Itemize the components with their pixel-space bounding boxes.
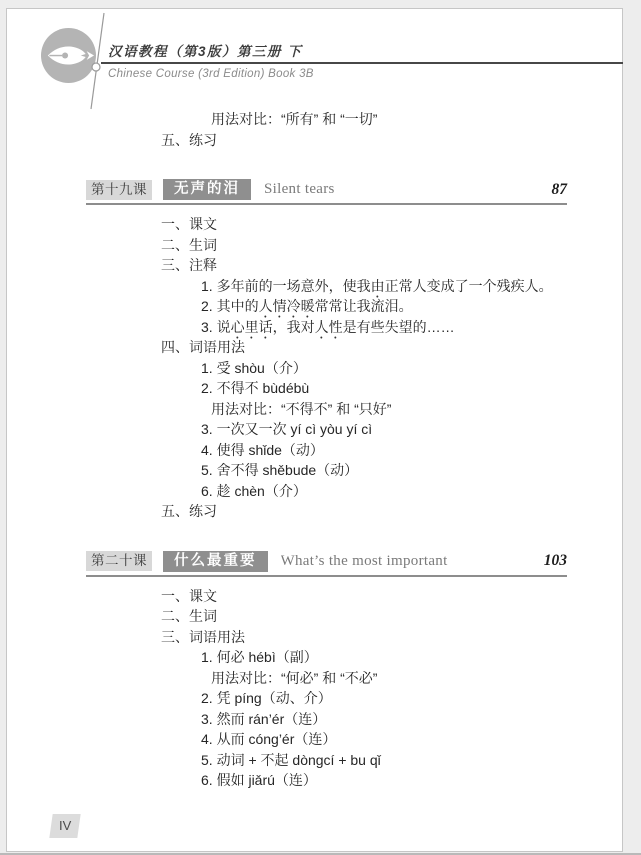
toc-line xyxy=(201,276,567,297)
toc-line xyxy=(161,214,567,235)
lesson-number-badge: 第二十课 xyxy=(86,551,152,571)
lesson-page-number: 87 xyxy=(551,180,567,198)
lesson-number-badge: 第十九课 xyxy=(86,180,152,200)
toc-line xyxy=(201,317,567,338)
toc-line-text: ，我对 xyxy=(272,318,315,335)
toc-line-text: 一、课文 xyxy=(161,216,217,232)
emphasized-text: 人情冷暖 xyxy=(258,298,315,314)
toc-line-text: 2. 其中的 xyxy=(201,298,259,314)
toc-line-text: 二、生词 xyxy=(161,236,217,253)
toc-line-text: 3. 说 xyxy=(201,318,231,335)
toc-line-text: 1. 多年前的一场意外，使我 xyxy=(201,277,371,294)
lesson-title-english: Silent tears xyxy=(264,181,335,197)
toc-line-text: 4. 使得 shǐde（动） xyxy=(201,441,324,458)
toc-line-text: 2. 不得不 bùdébù xyxy=(201,380,310,396)
book-title-english: Chinese Course (3rd Edition) Book 3B xyxy=(108,68,314,80)
lesson-row xyxy=(86,551,567,577)
toc-line xyxy=(211,109,567,130)
toc-line xyxy=(201,709,567,730)
toc-line-text: 五、练习 xyxy=(161,131,217,148)
toc-line xyxy=(201,419,567,440)
toc-line-text: 四、词语用法 xyxy=(161,339,245,355)
book-page xyxy=(6,8,623,852)
toc-line xyxy=(201,647,567,668)
lesson-page-number: 103 xyxy=(543,552,567,569)
toc-line xyxy=(201,750,567,771)
toc-line-text: 一、课文 xyxy=(161,587,217,604)
folio-label: IV xyxy=(59,818,72,833)
toc-line xyxy=(201,460,567,481)
toc-line xyxy=(161,586,567,607)
toc-line xyxy=(201,729,567,750)
toc-line-text: 4. 从而 cóng’ér（连） xyxy=(201,731,337,747)
toc-line-text: 3. 然而 rán’ér（连） xyxy=(201,710,327,727)
toc-line xyxy=(161,130,567,151)
toc-line xyxy=(201,770,567,791)
lesson-title-badge: 无声的泪 xyxy=(163,179,251,200)
toc-line xyxy=(201,296,567,317)
toc-line-text: 常常让我流泪。 xyxy=(314,298,413,314)
toc-line-text: 用法对比：“所有” 和 “一切” xyxy=(211,111,378,127)
toc-line-text: 五、练习 xyxy=(161,503,217,519)
toc-line xyxy=(201,378,567,399)
toc-line xyxy=(161,501,567,522)
toc-line-text: 5. 动词 + 不起 dòngcí + bu qǐ xyxy=(201,751,381,768)
toc-line-text: 是有些失望的…… xyxy=(342,318,455,335)
toc-line xyxy=(161,255,567,276)
toc-line xyxy=(211,668,567,689)
emphasized-text: 心里话 xyxy=(230,318,273,335)
toc-line xyxy=(201,481,567,502)
toc-line xyxy=(161,606,567,627)
toc-line-text: 用法对比：“不得不” 和 “只好” xyxy=(211,400,392,417)
toc-line-text: 二、生词 xyxy=(161,608,217,624)
toc-body xyxy=(86,109,567,791)
toc-line xyxy=(201,358,567,379)
toc-line-text: 6. 趁 chèn（介） xyxy=(201,482,307,499)
toc-line-text: 三、注释 xyxy=(161,257,217,273)
toc-line-text: 3. 一次又一次 yí cì yòu yí cì xyxy=(201,421,373,437)
toc-line xyxy=(161,627,567,648)
toc-line-text: 1. 受 shòu（介） xyxy=(201,359,307,376)
emphasized-text: 人性 xyxy=(314,318,343,335)
toc-line xyxy=(201,688,567,709)
lesson-title-english: What’s the most important xyxy=(280,552,448,569)
toc-line-text: 用法对比：“何必” 和 “不必” xyxy=(211,669,378,686)
toc-line-text: 1. 何必 hébì（副） xyxy=(201,649,318,665)
header-slant-line xyxy=(7,9,147,119)
toc-line xyxy=(211,399,567,420)
toc-line-text: 三、词语用法 xyxy=(161,628,245,645)
header-rule xyxy=(101,62,623,64)
lesson-row xyxy=(86,179,567,205)
lesson-title-badge: 什么最重要 xyxy=(163,551,268,572)
emphasized-text: 由 xyxy=(370,277,385,294)
book-title-chinese: 汉语教程（第3版）第三册 下 xyxy=(108,44,303,59)
toc-line-text: 5. 舍不得 shěbude（动） xyxy=(201,462,359,478)
toc-line xyxy=(161,235,567,256)
toc-line-text: 正常人变成了一个残疾人。 xyxy=(384,277,553,294)
folio-page-number xyxy=(49,814,81,838)
toc-line xyxy=(201,440,567,461)
header-decoration xyxy=(7,9,147,119)
toc-line xyxy=(161,337,567,358)
toc-line-text: 2. 凭 píng（动、介） xyxy=(201,690,332,706)
toc-line-text: 6. 假如 jiǎrú（连） xyxy=(201,772,317,788)
